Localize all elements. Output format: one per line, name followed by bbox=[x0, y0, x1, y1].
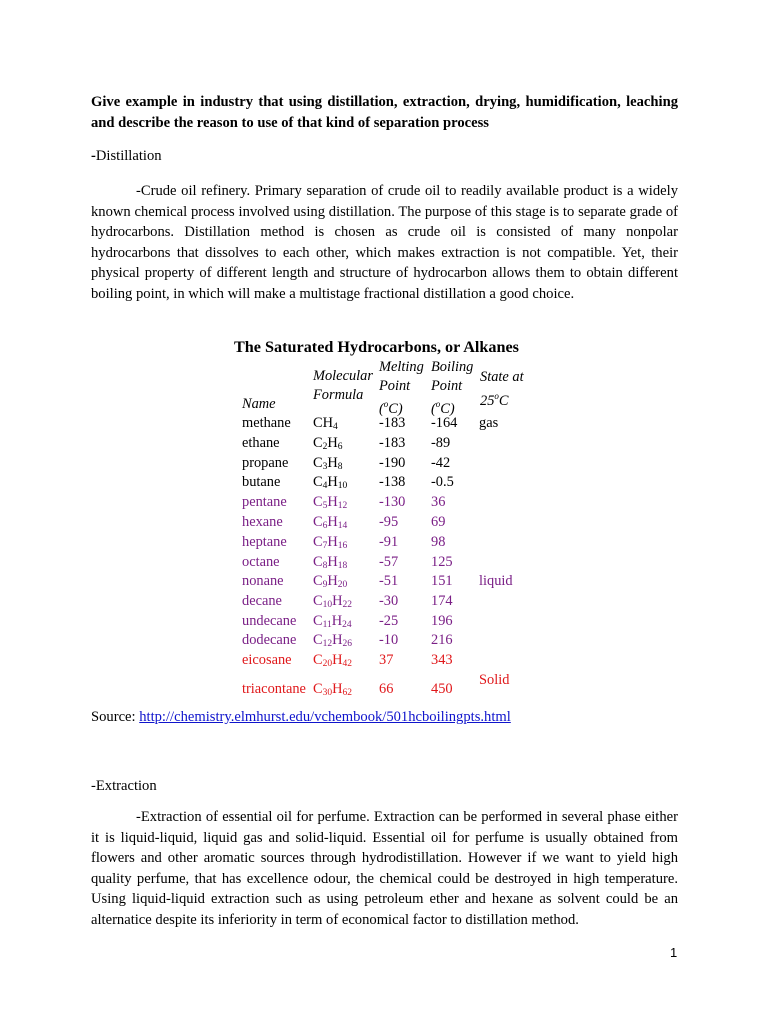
formula-carbon: C bbox=[313, 632, 323, 648]
molecular-formula bbox=[313, 453, 343, 473]
state-unit: C bbox=[498, 392, 509, 409]
formula-hydrogen: H bbox=[327, 455, 338, 471]
header-formula bbox=[313, 367, 373, 404]
formula-carbon: C bbox=[313, 613, 323, 629]
distillation-label-dash: - bbox=[91, 148, 96, 164]
distillation-paragraph: -Crude oil refinery. Primary separation of crude oil to readily available product is a widely known chemical process involved using distillation. The purpose of this stage is to separate grade of hydrocarbons. Distillation method is chosen as crude oil is consisted of many nonpolar hydrocarbons that dissolves to each other, which makes extraction is not compatible. Yet, their physical property of different length and structure of hydrocarbon allows them to obtain different boiling point, in which will make a multistage fractional distillation a good choice. bbox=[91, 183, 678, 302]
formula-hydrogen: H bbox=[327, 554, 338, 570]
formula-hydrogen-count: 26 bbox=[342, 639, 353, 649]
formula-carbon: C bbox=[313, 474, 323, 490]
formula-hydrogen: H bbox=[327, 494, 338, 510]
formula-carbon-count: 20 bbox=[322, 659, 333, 669]
melting-point: -91 bbox=[379, 534, 399, 550]
melting-point: -51 bbox=[379, 573, 399, 589]
alkane-name: dodecane bbox=[242, 632, 297, 648]
formula-carbon: C bbox=[313, 415, 323, 431]
state-degree: o bbox=[494, 390, 499, 401]
formula-hydrogen-count: 20 bbox=[337, 580, 348, 590]
boiling-point: 125 bbox=[431, 554, 453, 570]
molecular-formula bbox=[313, 492, 347, 512]
header-state bbox=[480, 368, 524, 410]
formula-carbon-count: 8 bbox=[322, 561, 328, 571]
melting-point: -138 bbox=[379, 474, 406, 490]
formula-hydrogen: H bbox=[332, 652, 343, 668]
state-temp: 25 bbox=[480, 392, 495, 409]
melting-point: 66 bbox=[379, 681, 394, 697]
boiling-point: -42 bbox=[431, 455, 451, 471]
header-boiling bbox=[431, 358, 473, 418]
boiling-point: 174 bbox=[431, 593, 453, 609]
molecular-formula bbox=[313, 413, 338, 433]
header-formula-line2: Formula bbox=[313, 386, 364, 403]
boiling-degree: o bbox=[435, 399, 441, 409]
source-link[interactable]: http://chemistry.elmhurst.edu/vchembook/501hcboilingpts.html bbox=[139, 709, 511, 725]
alkane-name: hexane bbox=[242, 514, 283, 530]
molecular-formula bbox=[313, 433, 343, 453]
distillation-label-text: Distillation bbox=[95, 148, 162, 164]
molecular-formula bbox=[313, 571, 347, 591]
alkane-name: pentane bbox=[242, 494, 287, 510]
boiling-point: 151 bbox=[431, 573, 453, 589]
molecular-formula bbox=[313, 472, 347, 492]
formula-hydrogen: H bbox=[332, 593, 343, 609]
formula-carbon: C bbox=[313, 681, 323, 697]
alkane-name: butane bbox=[242, 474, 281, 490]
melting-unit: C) bbox=[388, 400, 403, 417]
formula-carbon-count: 30 bbox=[322, 688, 333, 698]
formula-carbon-count: 10 bbox=[322, 600, 333, 610]
header-melting-line2: Point bbox=[379, 377, 411, 394]
formula-hydrogen: H bbox=[332, 632, 343, 648]
melting-point: -190 bbox=[379, 455, 406, 471]
melting-point: -183 bbox=[379, 415, 406, 431]
header-boiling-line2: Point bbox=[431, 377, 463, 394]
extraction-paragraph: -Extraction of essential oil for perfume. Extraction can be performed in several phase either it is liquid-liquid, liquid gas and solid-liquid. Essential oil for perfume is usually obtained from flowers and other aromatic sources through hydrodistillation. However if we want to yield high quality perfume, that has excellence odour, the chemical could be destroyed in high temperature. Using liquid-liquid extraction such as using petroleum ether and hexane as solvent could be an alternatice despite its inferiority in term of economical factor to distillation method. bbox=[91, 809, 678, 928]
distillation-label bbox=[91, 146, 162, 166]
header-formula-line1: Molecular bbox=[313, 368, 373, 384]
formula-hydrogen-count: 62 bbox=[342, 688, 353, 698]
formula-carbon: C bbox=[313, 455, 323, 471]
melting-point: -130 bbox=[379, 494, 406, 510]
boiling-point: 343 bbox=[431, 652, 453, 668]
molecular-formula bbox=[313, 552, 347, 572]
formula-hydrogen: H bbox=[327, 435, 338, 451]
boiling-point: 69 bbox=[431, 514, 446, 530]
header-melting-line1: Melting bbox=[379, 359, 424, 375]
header-melting bbox=[379, 358, 424, 418]
question-heading: Give example in industry that using distillation, extraction, drying, humidification, leaching and describe the reason to use of that kind of separation process bbox=[91, 94, 678, 131]
formula-carbon-count: 12 bbox=[322, 639, 333, 649]
formula-hydrogen: H bbox=[327, 534, 338, 550]
melting-point: -57 bbox=[379, 554, 399, 570]
alkane-name: octane bbox=[242, 554, 280, 570]
formula-hydrogen-count: 6 bbox=[337, 442, 343, 452]
formula-hydrogen: H bbox=[327, 474, 338, 490]
page-number: 1 bbox=[670, 945, 678, 960]
alkane-name: decane bbox=[242, 593, 282, 609]
melting-point: -95 bbox=[379, 514, 399, 530]
alkane-name: ethane bbox=[242, 435, 280, 451]
formula-hydrogen-count: 8 bbox=[337, 462, 343, 472]
formula-hydrogen-count: 10 bbox=[337, 481, 348, 491]
formula-carbon: C bbox=[313, 514, 323, 530]
alkane-name: heptane bbox=[242, 534, 287, 550]
formula-carbon: C bbox=[313, 494, 323, 510]
formula-carbon-count: 11 bbox=[322, 620, 332, 630]
formula-carbon: C bbox=[313, 593, 323, 609]
formula-hydrogen: H bbox=[327, 514, 338, 530]
boiling-point: -89 bbox=[431, 435, 451, 451]
formula-carbon: C bbox=[313, 573, 323, 589]
boiling-point: 36 bbox=[431, 494, 446, 510]
formula-hydrogen: H bbox=[322, 415, 334, 431]
formula-carbon-count: 6 bbox=[322, 521, 328, 531]
header-state-line2 bbox=[480, 387, 524, 410]
formula-hydrogen-count: 22 bbox=[342, 600, 353, 610]
boiling-point: 216 bbox=[431, 632, 453, 648]
melting-point: -183 bbox=[379, 435, 406, 451]
alkane-name: methane bbox=[242, 415, 291, 431]
formula-hydrogen-count: 42 bbox=[342, 659, 353, 669]
formula-carbon-count: 5 bbox=[322, 501, 328, 511]
melting-paren: ( bbox=[379, 400, 384, 417]
molecular-formula bbox=[313, 591, 352, 611]
molecular-formula bbox=[313, 532, 347, 552]
formula-carbon: C bbox=[313, 534, 323, 550]
formula-hydrogen-count: 18 bbox=[337, 561, 348, 571]
alkane-name: propane bbox=[242, 455, 289, 471]
formula-hydrogen-count: 16 bbox=[337, 541, 348, 551]
molecular-formula bbox=[313, 679, 352, 699]
extraction-label: -Extraction bbox=[91, 778, 157, 794]
boiling-paren: ( bbox=[431, 400, 436, 417]
formula-carbon-count: 7 bbox=[322, 541, 328, 551]
alkane-name: eicosane bbox=[242, 652, 292, 668]
formula-carbon-count: 3 bbox=[322, 462, 328, 472]
formula-carbon-count: 4 bbox=[322, 481, 328, 491]
formula-carbon-count: 9 bbox=[322, 580, 328, 590]
molecular-formula bbox=[313, 650, 352, 670]
boiling-unit: C) bbox=[440, 400, 455, 417]
boiling-point: 98 bbox=[431, 534, 446, 550]
header-name: Name bbox=[242, 396, 276, 412]
source-label: Source: bbox=[91, 709, 140, 725]
formula-hydrogen: H bbox=[327, 573, 338, 589]
boiling-point: -164 bbox=[431, 415, 458, 431]
formula-hydrogen-count: 24 bbox=[342, 620, 352, 630]
alkane-name: triacontane bbox=[242, 681, 306, 697]
melting-point: -25 bbox=[379, 613, 399, 629]
formula-hydrogen: H bbox=[331, 613, 343, 629]
alkane-name: undecane bbox=[242, 613, 297, 629]
state-at-25c: liquid bbox=[479, 573, 513, 589]
melting-point: 37 bbox=[379, 652, 394, 668]
molecular-formula bbox=[313, 512, 347, 532]
formula-hydrogen-count: 4 bbox=[333, 422, 338, 432]
formula-carbon: C bbox=[313, 554, 323, 570]
table-title: The Saturated Hydrocarbons, or Alkanes bbox=[234, 338, 519, 356]
boiling-point: -0.5 bbox=[431, 474, 454, 490]
boiling-point: 196 bbox=[431, 613, 453, 629]
alkane-name: nonane bbox=[242, 573, 284, 589]
formula-hydrogen: H bbox=[332, 681, 343, 697]
melting-degree: o bbox=[383, 399, 389, 409]
state-at-25c: gas bbox=[479, 415, 499, 431]
melting-point: -30 bbox=[379, 593, 399, 609]
header-state-line1: State at bbox=[480, 369, 524, 385]
formula-carbon: C bbox=[313, 435, 323, 451]
state-at-25c: Solid bbox=[479, 672, 510, 688]
header-boiling-line1: Boiling bbox=[431, 359, 474, 375]
source-line bbox=[91, 709, 511, 726]
formula-carbon: C bbox=[313, 652, 323, 668]
molecular-formula bbox=[313, 611, 352, 631]
melting-point: -10 bbox=[379, 632, 399, 648]
formula-carbon-count: 2 bbox=[322, 442, 328, 452]
formula-hydrogen-count: 12 bbox=[337, 501, 348, 511]
molecular-formula bbox=[313, 630, 352, 650]
boiling-point: 450 bbox=[431, 681, 453, 697]
formula-hydrogen-count: 14 bbox=[337, 521, 348, 531]
